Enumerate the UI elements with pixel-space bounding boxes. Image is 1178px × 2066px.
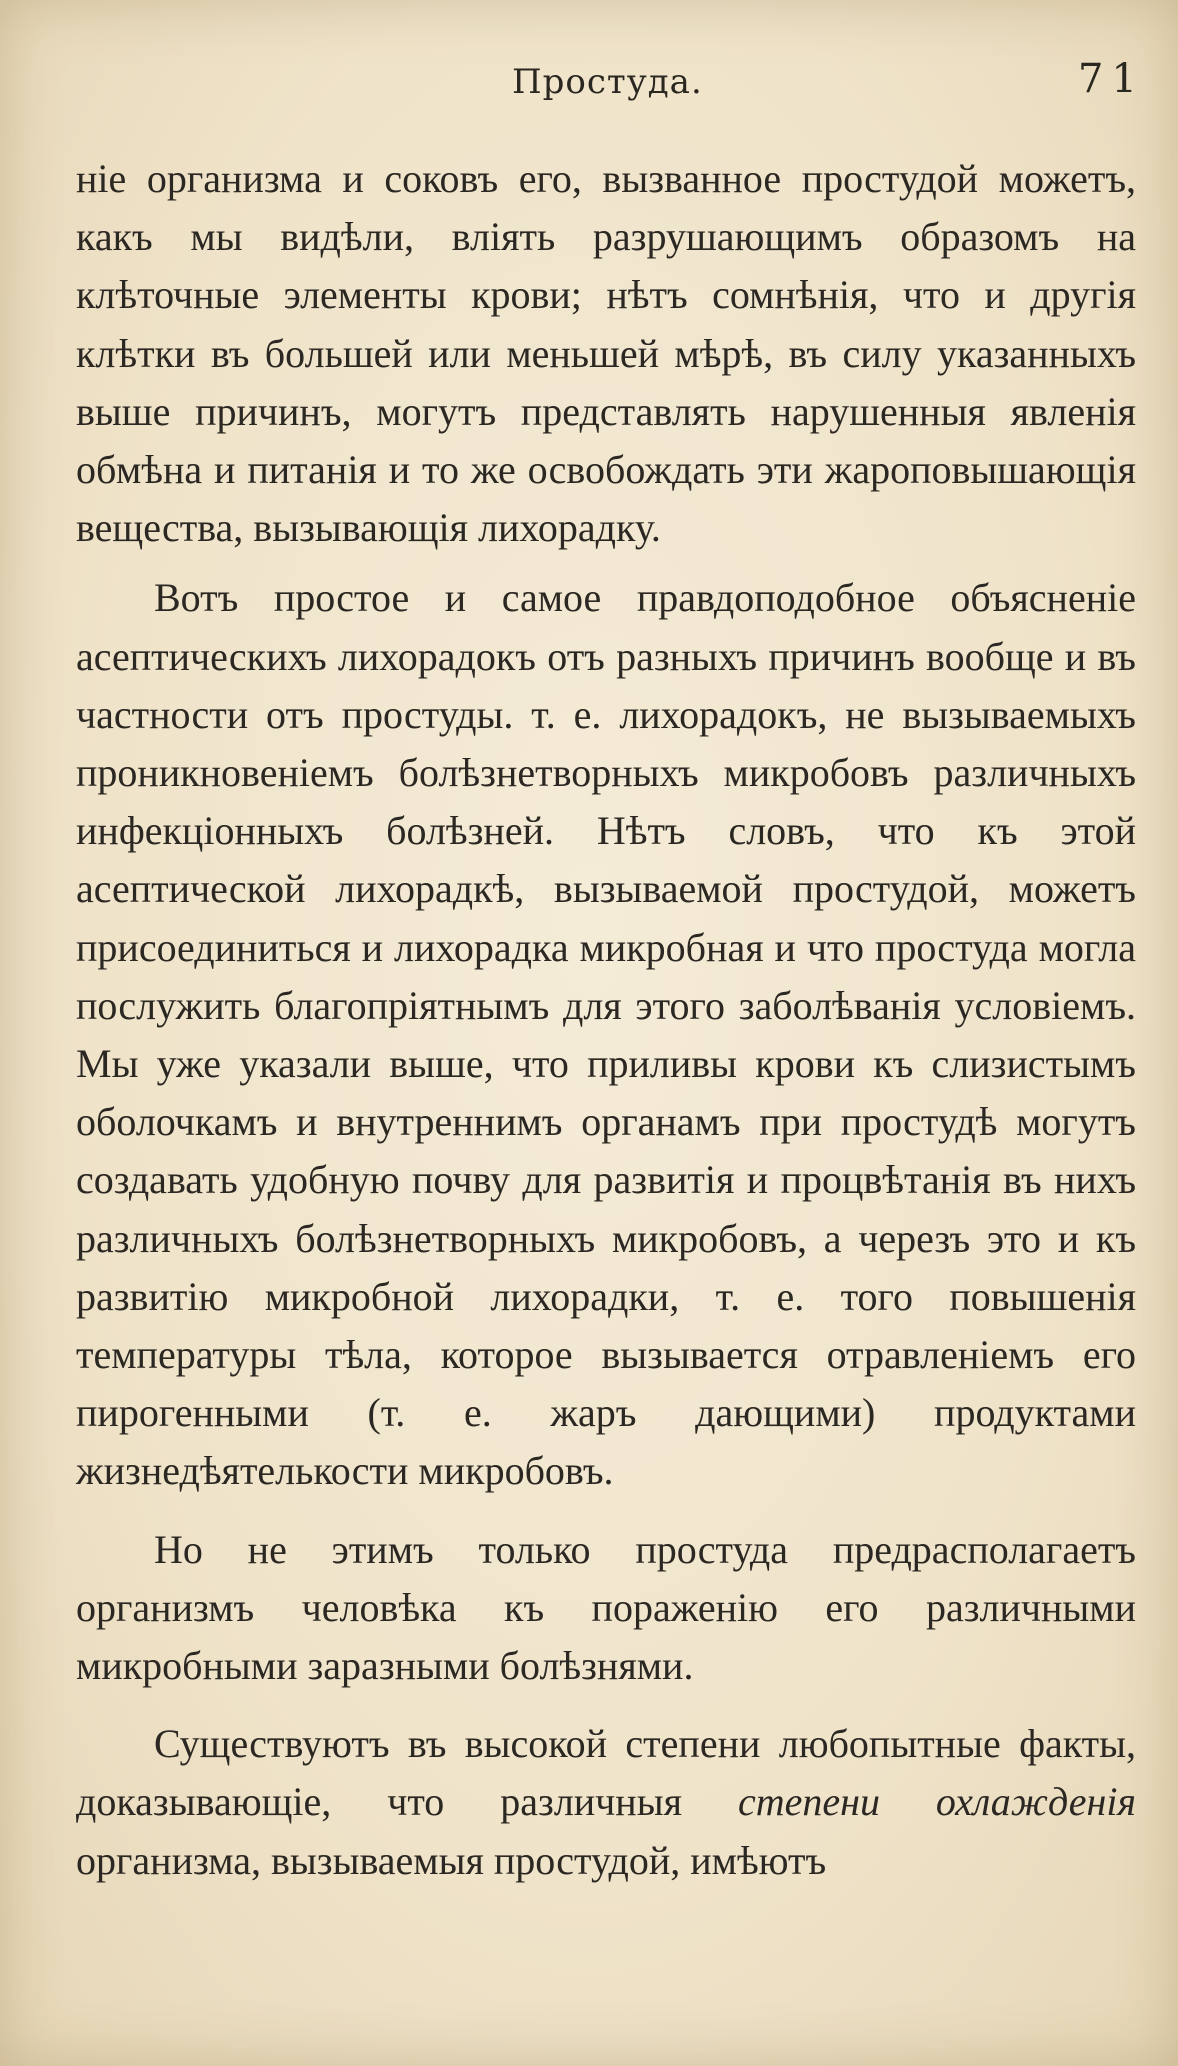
paragraph-2: Вотъ простое и самое правдоподобное объясненіе асептическихъ лихорадокъ отъ разныхъ причинъ вообще и въ частности отъ простуды. т. е. лихорадокъ, не вызываемыхъ проникновеніемъ болѣзнетворныхъ микробовъ различныхъ инфекціонныхъ болѣзней. Нѣтъ словъ, что къ этой асептической лихорадкѣ, вызываемой простудой, можетъ присоединиться и лихорадка микробная и что простуда могла послужить благопріятнымъ для этого заболѣванія условіемъ. Мы уже указали выше, что приливы крови къ слизистымъ оболочкамъ и внутреннимъ органамъ при простудѣ могутъ создавать удобную почву для развитія и процвѣтанія въ нихъ различныхъ болѣзнетворныхъ микробовъ, а черезъ это и къ развитію микробной лихорадки, т. е. того повышенія температуры тѣла, которое вызывается отравленіемъ его пирогенными (т. е. жаръ дающими) продуктами жизнедѣятелькости микробовъ.: [76, 575, 1136, 1494]
paragraph-1: ніе организма и соковъ его, вызванное простудой можетъ, какъ мы видѣли, вліять разрушающимъ образомъ на клѣточные элементы крови; нѣтъ сомнѣнія, что и другія клѣтки въ большей или меньшей мѣрѣ, въ силу указанныхъ выше причинъ, могутъ представлять нарушенныя явленія обмѣна и питанія и то же освобождать эти жароповышающія вещества, вызывающія лихорадку.: [76, 156, 1136, 551]
paragraph-4-text-after: организма, вызываемыя простудой, имѣютъ: [76, 1837, 827, 1883]
running-title: Простуда.: [512, 62, 703, 102]
body-text: [76, 150, 1136, 1890]
paragraph-3: Но не этимъ только простуда предрасполагаетъ организмъ человѣка къ пораженію его различными микробными заразными болѣзнями.: [76, 1526, 1136, 1689]
running-header: [0, 52, 1178, 112]
paragraph-4-text-before: Существуютъ въ высокой степени любопытные факты, доказывающіе, что различныя: [76, 1721, 1136, 1825]
page-number: 71: [1078, 56, 1145, 102]
paragraph-4-emphasis: степени охлажденія: [737, 1779, 1137, 1825]
paragraph-4: [76, 1715, 1136, 1890]
